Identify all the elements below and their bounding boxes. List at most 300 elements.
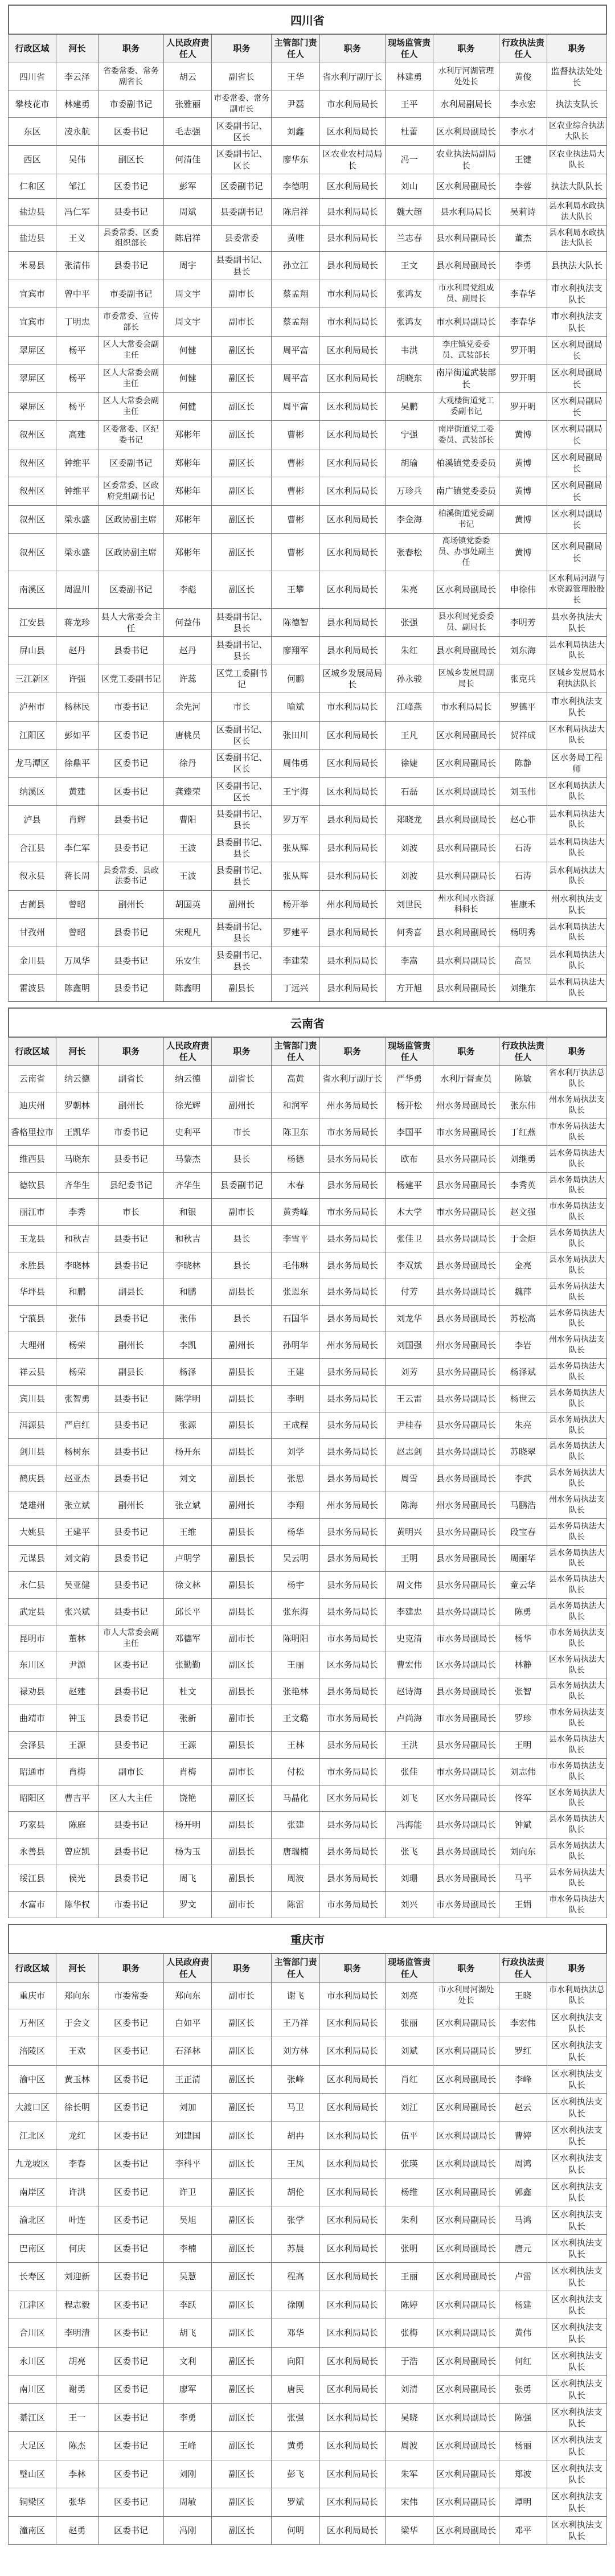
table-cell: 三江新区 — [9, 665, 56, 693]
column-header: 职务 — [98, 35, 164, 63]
table-row — [9, 1599, 607, 1625]
table-cell: 祥云县 — [9, 1359, 56, 1386]
table-cell: 副县长 — [212, 1678, 272, 1705]
table-row — [9, 1545, 607, 1572]
table-cell: 县水务局副局长 — [433, 1865, 499, 1891]
table-row — [9, 1785, 607, 1812]
table-cell: 市人大常委会副主任 — [98, 1625, 164, 1652]
table-cell: 叙州区 — [9, 477, 56, 506]
table-cell: 副区长 — [98, 146, 164, 174]
table-cell: 丽江市 — [9, 1199, 56, 1226]
table-cell: 王娟 — [499, 1891, 547, 1918]
table-cell: 石泽林 — [164, 2037, 212, 2066]
table-cell: 区水利执法支队长 — [547, 2094, 606, 2122]
table-cell: 方开旭 — [386, 975, 433, 1002]
table-header-row — [9, 1954, 607, 1983]
table-cell: 刘建国 — [164, 2122, 212, 2150]
table-cell: 县水务局局长 — [319, 1518, 386, 1545]
table-cell: 杜蕾 — [386, 117, 433, 146]
table-cell: 区农业执法局大队长 — [547, 146, 606, 174]
table-cell: 副州长 — [98, 1332, 164, 1359]
table-cell: 市水务局执法支队长 — [547, 1199, 606, 1226]
table-cell: 钟维平 — [56, 477, 99, 506]
table-cell: 赵志剑 — [386, 1439, 433, 1465]
table-cell: 县委书记 — [98, 1865, 164, 1891]
table-cell: 区委书记 — [98, 2009, 164, 2037]
table-cell: 宋现凡 — [164, 919, 212, 947]
table-cell: 吴旭 — [164, 2206, 212, 2235]
table-cell: 县委书记 — [98, 806, 164, 834]
table-cell: 曹彬 — [272, 421, 319, 449]
table-cell: 罗文 — [164, 1891, 212, 1918]
table-cell: 县水务局执法大队长 — [547, 1865, 606, 1891]
table-cell: 县水利局执法大队长 — [547, 947, 606, 975]
table-cell: 李晓林 — [56, 1252, 99, 1279]
table-cell: 区水利局局长 — [319, 571, 386, 609]
table-cell: 区水利执法支队长 — [547, 2432, 606, 2460]
table-cell: 副州长 — [212, 1332, 272, 1359]
table-cell: 冯仁军 — [56, 198, 99, 225]
table-cell: 市水利执法支队长 — [547, 693, 606, 722]
table-cell: 县委副书记、县长 — [212, 947, 272, 975]
table-cell: 县水利局局长 — [319, 225, 386, 252]
table-row — [9, 2376, 607, 2404]
table-cell: 副州长 — [212, 1492, 272, 1518]
table-cell: 区委书记 — [98, 721, 164, 750]
table-cell: 刘江 — [386, 2094, 433, 2122]
table-cell: 张飞 — [386, 1838, 433, 1865]
table-row — [9, 2403, 607, 2432]
table-cell: 县长 — [212, 1226, 272, 1252]
table-cell: 玉龙县 — [9, 1226, 56, 1252]
table-cell: 陈鑫明 — [164, 975, 212, 1002]
table-cell: 于会文 — [56, 2009, 99, 2037]
table-cell: 区委书记 — [98, 2347, 164, 2376]
table-cell: 万珍兵 — [386, 477, 433, 506]
table-cell: 区水务局工程师 — [547, 750, 606, 778]
table-cell: 李春 — [56, 2150, 99, 2178]
table-cell: 县水务局执法大队长 — [547, 1359, 606, 1386]
province-section — [8, 5, 607, 1002]
table-cell: 区水利局局长 — [319, 505, 386, 534]
table-cell: 罗德平 — [499, 693, 547, 722]
table-cell: 李雪平 — [272, 1226, 319, 1252]
table-cell: 副区长 — [212, 571, 272, 609]
table-cell: 县委书记 — [98, 1705, 164, 1732]
table-cell: 崔康禾 — [499, 890, 547, 919]
table-cell: 王文 — [386, 252, 433, 280]
table-cell: 区水利局副局长 — [433, 2009, 499, 2037]
table-cell: 县委副书记、县长 — [212, 919, 272, 947]
table-cell: 王明 — [386, 1545, 433, 1572]
table-cell: 铜梁区 — [9, 2488, 56, 2517]
table-cell: 副区长 — [212, 2263, 272, 2291]
table-cell: 县水务局局长 — [319, 1385, 386, 1412]
table-cell: 区委书记 — [98, 174, 164, 198]
table-cell: 徐刚 — [272, 2291, 319, 2319]
table-cell: 区水利局副局长 — [547, 534, 606, 571]
table-cell: 区水利局局长 — [319, 449, 386, 477]
table-cell: 县水务局局长 — [319, 1145, 386, 1172]
table-cell: 县水利局局长 — [319, 834, 386, 862]
table-cell: 陈庭 — [56, 1812, 99, 1838]
table-cell: 李秀英 — [499, 1172, 547, 1199]
table-cell: 张伟 — [164, 1305, 212, 1332]
table-cell: 吴晓 — [386, 2403, 433, 2432]
table-cell: 周平富 — [272, 336, 319, 365]
table-cell: 曹彬 — [272, 477, 319, 506]
table-cell: 宜宾市 — [9, 308, 56, 337]
table-cell: 严华勇 — [386, 1066, 433, 1092]
table-cell: 李岩 — [499, 1332, 547, 1359]
table-cell: 区委副书记 — [212, 174, 272, 198]
table-cell: 区委书记 — [98, 2150, 164, 2178]
table-cell: 县水务局局长 — [319, 1412, 386, 1439]
table-cell: 区委书记 — [98, 2065, 164, 2094]
table-cell: 副区长 — [212, 2150, 272, 2178]
table-cell: 赵建 — [56, 1678, 99, 1705]
table-cell: 县委副书记、县长 — [212, 637, 272, 665]
table-cell: 县委书记 — [98, 637, 164, 665]
table-cell: 区水利局副局长 — [433, 2234, 499, 2263]
table-cell: 许蕊 — [164, 665, 212, 693]
table-row — [9, 392, 607, 421]
table-cell: 曾昭 — [56, 890, 99, 919]
table-row — [9, 2206, 607, 2235]
table-cell: 刘加 — [164, 2094, 212, 2122]
table-cell: 区水利局副局长 — [433, 2291, 499, 2319]
column-header: 职务 — [547, 35, 606, 63]
table-cell: 市水务局执法支队长 — [547, 1625, 606, 1652]
table-cell: 大足区 — [9, 2432, 56, 2460]
table-cell: 县水务局副局长 — [433, 1279, 499, 1305]
column-header: 职务 — [319, 1954, 386, 1983]
table-cell: 王正清 — [164, 2065, 212, 2094]
table-cell: 张立斌 — [164, 1492, 212, 1518]
table-cell: 禄劝县 — [9, 1678, 56, 1705]
table-cell: 剑川县 — [9, 1439, 56, 1465]
table-cell: 县水利局执法大队长 — [547, 862, 606, 891]
table-cell: 县水利局副局长 — [433, 919, 499, 947]
column-header: 现场监管责任人 — [386, 35, 433, 63]
table-cell: 欧布 — [386, 1145, 433, 1172]
table-cell: 张建 — [272, 1812, 319, 1838]
table-cell: 杨宇 — [272, 1572, 319, 1599]
table-cell: 和润军 — [272, 1092, 319, 1119]
table-cell: 市水务局副局长 — [433, 1119, 499, 1146]
table-cell: 何健 — [164, 392, 212, 421]
table-cell: 刘迎新 — [56, 2263, 99, 2291]
table-cell: 黄明兴 — [386, 1518, 433, 1545]
table-cell: 区委书记 — [98, 2263, 164, 2291]
table-cell: 西区 — [9, 146, 56, 174]
table-row — [9, 1439, 607, 1465]
table-cell: 副市长 — [212, 1758, 272, 1785]
table-cell: 香格里拉市 — [9, 1119, 56, 1146]
table-cell: 区水利局副局长 — [547, 449, 606, 477]
table-cell: 区水利局副局长 — [433, 721, 499, 750]
table-cell: 张智 — [499, 1678, 547, 1705]
table-cell: 米易县 — [9, 252, 56, 280]
table-cell: 副市长 — [212, 308, 272, 337]
table-cell: 纳云德 — [164, 1066, 212, 1092]
table-cell: 副州长 — [98, 1092, 164, 1119]
table-cell: 刘珊 — [386, 1865, 433, 1891]
table-cell: 董杰 — [499, 225, 547, 252]
table-cell: 童云华 — [499, 1572, 547, 1599]
table-cell: 于金炬 — [499, 1226, 547, 1252]
table-cell: 县水务局执法大队长 — [547, 1279, 606, 1305]
table-cell: 区委副书记 — [98, 571, 164, 609]
table-cell: 陈启祥 — [164, 225, 212, 252]
table-cell: 徐文林 — [164, 1572, 212, 1599]
table-cell: 郭鑫 — [499, 2178, 547, 2206]
table-cell: 程志毅 — [56, 2291, 99, 2319]
table-cell: 市水利执法支队长 — [547, 280, 606, 308]
table-cell: 刘玉伟 — [499, 777, 547, 806]
table-cell: 县委书记 — [98, 1226, 164, 1252]
table-cell: 县委副书记、县长 — [212, 834, 272, 862]
table-cell: 张强 — [272, 2403, 319, 2432]
table-cell: 区人大常委会副主任 — [98, 365, 164, 393]
table-cell: 区水利局局长 — [319, 2150, 386, 2178]
table-cell: 副区长 — [212, 2178, 272, 2206]
column-header: 职务 — [547, 1037, 606, 1066]
table-cell: 陈杰 — [56, 2432, 99, 2460]
table-cell: 县委书记 — [98, 1599, 164, 1625]
table-cell: 四川省 — [9, 63, 56, 91]
table-cell: 区委书记 — [98, 2403, 164, 2432]
table-cell: 副区长 — [212, 2065, 272, 2094]
table-row — [9, 1119, 607, 1146]
table-cell: 唐桃员 — [164, 721, 212, 750]
table-cell: 卢明学 — [164, 1545, 212, 1572]
table-cell: 杨荣 — [56, 1332, 99, 1359]
table-row — [9, 1385, 607, 1412]
table-row — [9, 1891, 607, 1918]
table-cell: 县水务局副局长 — [433, 1732, 499, 1759]
table-cell: 杨明秀 — [499, 919, 547, 947]
table-cell: 蒋龙珍 — [56, 608, 99, 637]
table-row — [9, 1359, 607, 1386]
table-cell: 县水务局局长 — [319, 1305, 386, 1332]
table-cell: 郑彬年 — [164, 505, 212, 534]
table-cell: 县水务局局长 — [319, 1678, 386, 1705]
table-cell: 王平 — [386, 91, 433, 118]
table-cell: 区水利局执法大队长 — [547, 777, 606, 806]
column-header: 河长 — [56, 35, 99, 63]
table-cell: 王华 — [272, 63, 319, 91]
table-cell: 吴亚健 — [56, 1572, 99, 1599]
table-cell: 赵亚杰 — [56, 1465, 99, 1492]
table-cell: 陈卫东 — [272, 1119, 319, 1146]
table-cell: 刘兴 — [386, 1891, 433, 1918]
table-cell: 副县长 — [212, 1439, 272, 1465]
table-cell: 区水利局副局长 — [433, 2037, 499, 2066]
table-cell: 严启红 — [56, 1412, 99, 1439]
table-cell: 副区长 — [212, 2037, 272, 2066]
table-row — [9, 2150, 607, 2178]
table-cell: 宜宾市 — [9, 280, 56, 308]
table-cell: 区水利局副局长 — [433, 2206, 499, 2235]
table-cell: 县委书记 — [98, 919, 164, 947]
table-cell: 石磊 — [386, 777, 433, 806]
table-cell: 楚雄州 — [9, 1492, 56, 1518]
table-cell: 副县长 — [212, 1359, 272, 1386]
table-cell: 兰志春 — [386, 225, 433, 252]
table-cell: 县委书记 — [98, 834, 164, 862]
table-cell: 程高 — [272, 2263, 319, 2291]
table-cell: 区水利局局长 — [319, 117, 386, 146]
table-cell: 曹彬 — [272, 449, 319, 477]
table-cell: 市长 — [98, 1199, 164, 1226]
table-cell: 县委书记 — [98, 1518, 164, 1545]
table-row — [9, 2122, 607, 2150]
table-row — [9, 2009, 607, 2037]
table-cell: 市水利局局长 — [319, 1982, 386, 2009]
table-cell: 区城乡发展局局长 — [319, 665, 386, 693]
table-cell: 李水才 — [499, 117, 547, 146]
table-cell: 凌永航 — [56, 117, 99, 146]
table-cell: 区水利局局长 — [319, 421, 386, 449]
table-cell: 饶艳 — [164, 1785, 212, 1812]
table-cell: 副区长 — [212, 392, 272, 421]
table-row — [9, 1332, 607, 1359]
table-cell: 和秋吉 — [56, 1226, 99, 1252]
table-cell: 副县长 — [212, 1279, 272, 1305]
column-header: 河长 — [56, 1037, 99, 1066]
table-row — [9, 1412, 607, 1439]
table-cell: 梁华 — [386, 2516, 433, 2545]
table-cell: 苏松高 — [499, 1305, 547, 1332]
table-cell: 于浩 — [386, 2347, 433, 2376]
table-cell: 东川区 — [9, 1652, 56, 1678]
table-cell: 区水利局局长 — [319, 534, 386, 571]
table-cell: 曹彬 — [272, 534, 319, 571]
table-cell: 张勇 — [499, 2376, 547, 2404]
table-cell: 区水利局副局长 — [433, 2516, 499, 2545]
table-row — [9, 225, 607, 252]
table-cell: 副县长 — [212, 1732, 272, 1759]
table-cell: 朱军 — [386, 2460, 433, 2488]
column-header: 行政区域 — [9, 1037, 56, 1066]
table-cell: 董林 — [56, 1625, 99, 1652]
table-cell: 省水利厅执法总队长 — [547, 1066, 606, 1092]
table-cell: 县水务局执法大队长 — [547, 1518, 606, 1545]
table-row — [9, 1492, 607, 1518]
table-cell: 仁和区 — [9, 174, 56, 198]
table-cell: 谭明 — [499, 2488, 547, 2517]
table-cell: 高场镇党委委员、办事处副主任 — [433, 534, 499, 571]
table-cell: 区委书记 — [98, 2291, 164, 2319]
table-cell: 王峰 — [164, 2432, 212, 2460]
table-cell: 州水利局局长 — [319, 890, 386, 919]
table-cell: 马晶化 — [272, 1785, 319, 1812]
table-cell: 李国平 — [386, 1119, 433, 1146]
table-cell: 肖梅 — [56, 1758, 99, 1785]
table-cell: 副区长 — [212, 534, 272, 571]
table-cell: 县水利局局长 — [319, 608, 386, 637]
column-header: 人民政府责任人 — [164, 35, 212, 63]
table-cell: 蔡孟翔 — [272, 280, 319, 308]
table-cell: 王云雷 — [386, 1385, 433, 1412]
table-cell: 刘志伟 — [499, 1758, 547, 1785]
table-cell: 王宇海 — [272, 777, 319, 806]
table-cell: 区政协副主席 — [98, 534, 164, 571]
table-cell: 副区长 — [212, 477, 272, 506]
table-cell: 州水务局副局长 — [433, 1092, 499, 1119]
table-cell: 卢雷 — [499, 2263, 547, 2291]
table-cell: 区水利局局长 — [319, 365, 386, 393]
table-cell: 区水利局局长 — [319, 2319, 386, 2348]
table-cell: 县执法大队长 — [547, 252, 606, 280]
table-cell: 昆明市 — [9, 1625, 56, 1652]
table-cell: 区水利局副局长 — [433, 2178, 499, 2206]
table-cell: 区水利局局长 — [319, 477, 386, 506]
table-cell: 毛伟琳 — [272, 1252, 319, 1279]
table-cell: 区水利局副局长 — [547, 392, 606, 421]
table-cell: 邓平 — [499, 2516, 547, 2545]
table-cell: 黄博 — [499, 505, 547, 534]
table-cell: 区水利局局长 — [319, 2347, 386, 2376]
table-cell: 区人大常委会副主任 — [98, 392, 164, 421]
table-cell: 宋伟 — [386, 2488, 433, 2517]
table-cell: 张智勇 — [56, 1385, 99, 1412]
table-cell: 渝北区 — [9, 2206, 56, 2235]
table-cell: 市委副书记 — [98, 280, 164, 308]
table-cell: 杜文 — [164, 1678, 212, 1705]
table-cell: 德钦县 — [9, 1172, 56, 1199]
column-header: 人民政府责任人 — [164, 1954, 212, 1983]
column-header: 职务 — [547, 1954, 606, 1983]
table-cell: 罗斌 — [272, 2488, 319, 2517]
table-cell: 县水务局局长 — [319, 1732, 386, 1759]
table-cell: 州水利局水资源科科长 — [433, 890, 499, 919]
table-cell: 区水务局局长 — [319, 1652, 386, 1678]
table-cell: 吴伟 — [56, 146, 99, 174]
table-cell: 曾昭 — [56, 919, 99, 947]
column-header: 职务 — [212, 35, 272, 63]
table-cell: 周飞 — [164, 1865, 212, 1891]
column-header: 主管部门责任人 — [272, 35, 319, 63]
table-cell: 王晓 — [499, 1982, 547, 2009]
table-cell: 陈学明 — [164, 1385, 212, 1412]
table-cell: 刘芳 — [386, 1359, 433, 1386]
table-cell: 县水务局副局长 — [433, 1545, 499, 1572]
table-cell: 水富市 — [9, 1891, 56, 1918]
table-cell: 区委书记 — [98, 2178, 164, 2206]
table-cell: 杨泽斌 — [499, 1359, 547, 1386]
column-header: 行政执法责任人 — [499, 35, 547, 63]
table-cell: 徐长明 — [56, 2094, 99, 2122]
table-cell: 刘波 — [386, 862, 433, 891]
table-cell: 县水务执法大队长 — [547, 608, 606, 637]
table-row — [9, 862, 607, 891]
table-cell: 区水利执法支队长 — [547, 2150, 606, 2178]
table-cell: 县水务局局长 — [319, 1172, 386, 1199]
table-cell: 钟维平 — [56, 449, 99, 477]
table-cell: 丁远兴 — [272, 975, 319, 1002]
table-cell: 王凤 — [272, 2150, 319, 2178]
table-cell: 郑波 — [499, 2460, 547, 2488]
table-cell: 市水利局局长 — [319, 280, 386, 308]
table-cell: 朱红 — [386, 637, 433, 665]
table-cell: 纳溪区 — [9, 777, 56, 806]
responsibility-table — [8, 34, 607, 1002]
table-row — [9, 252, 607, 280]
table-row — [9, 2432, 607, 2460]
table-cell: 县委副书记、县长 — [212, 608, 272, 637]
